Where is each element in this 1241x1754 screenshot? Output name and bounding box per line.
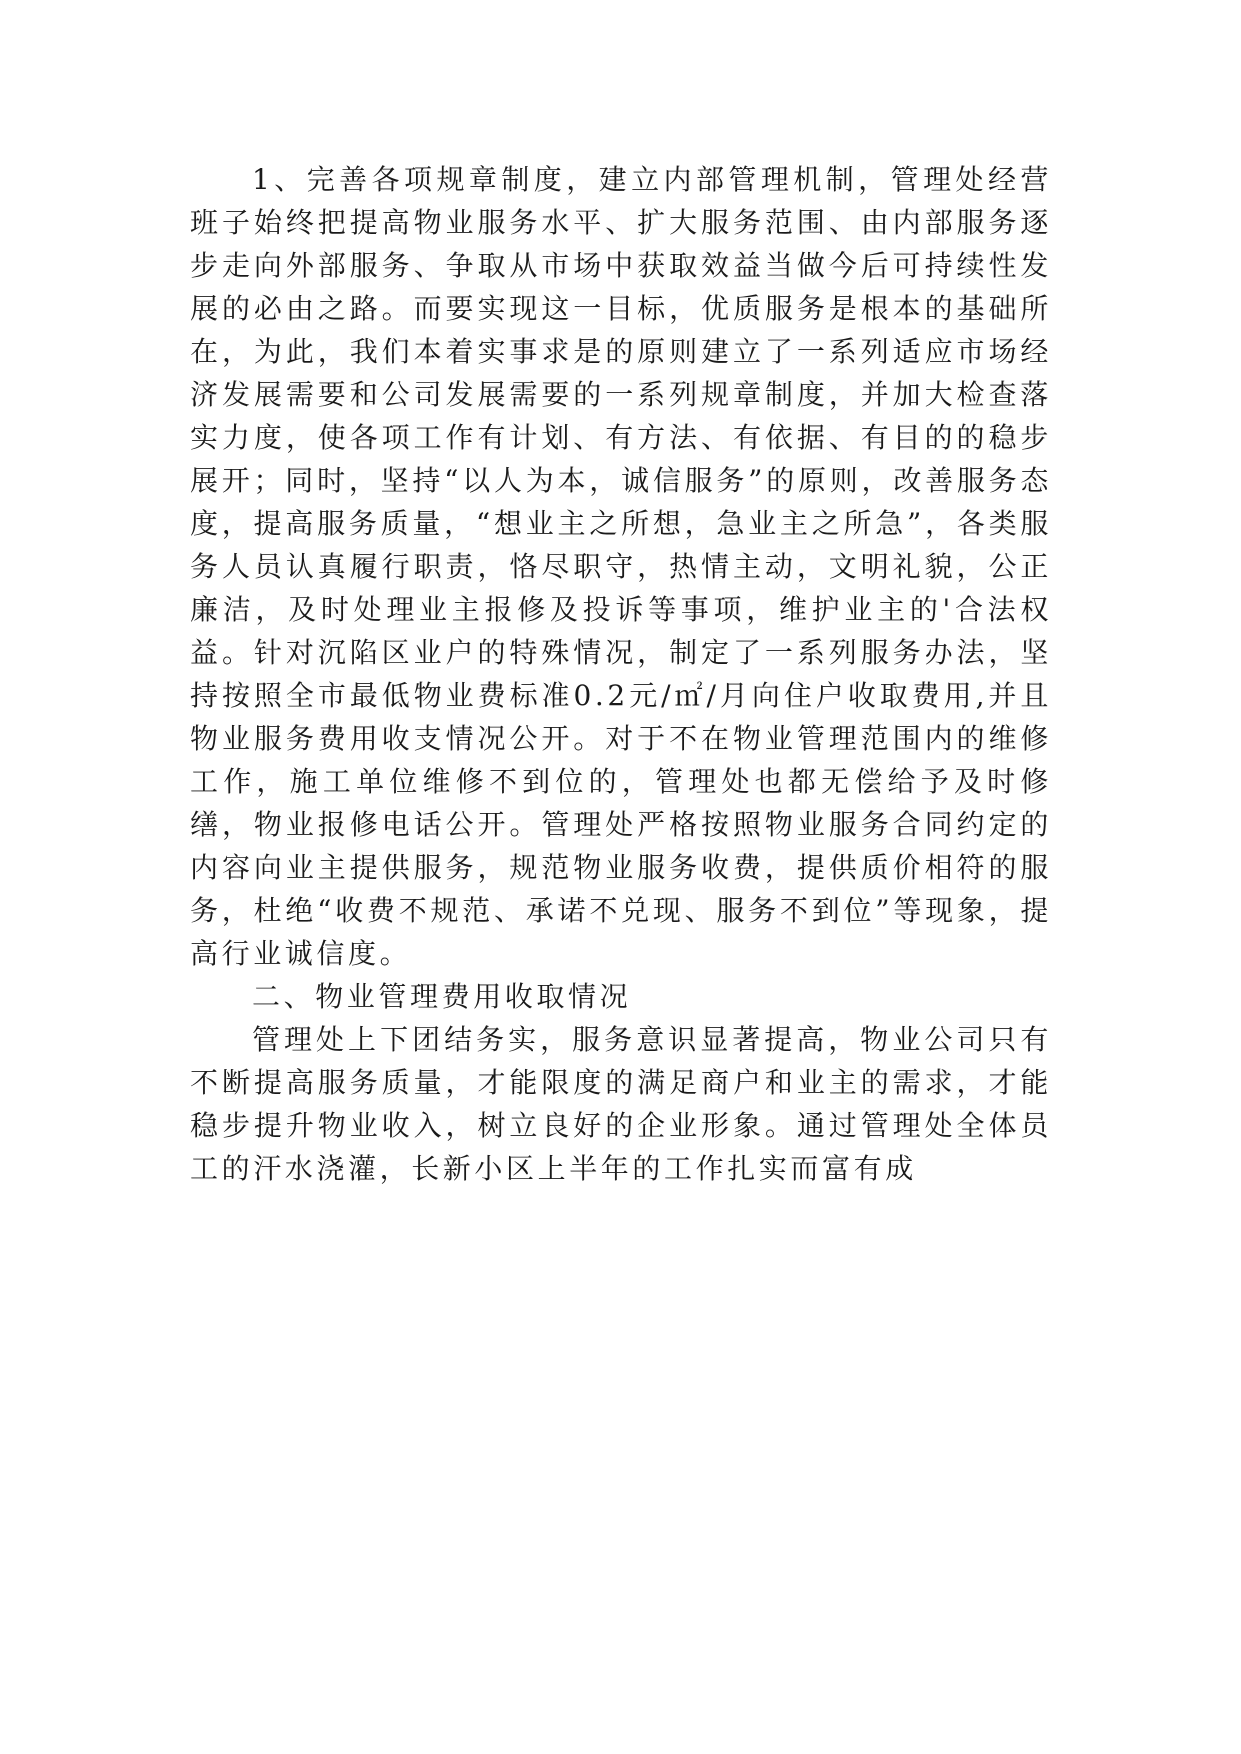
paragraph-management-system: 1、完善各项规章制度，建立内部管理机制，管理处经营班子始终把提高物业服务水平、扩大服务范围、由内部服务逐步走向外部服务、争取从市场中获取效益当做今后可持续性发展的必由之路。而要实现这一目标，优质服务是根本的基础所在，为此，我们本着实事求是的原则建立了一系列适应市场经济发展需要和公司发展需要的一系列规章制度，并加大检查落实力度，使各项工作有计划、有方法、有依据、有目的的稳步展开；同时，坚持“以人为本，诚信服务”的原则，改善服务态度，提高服务质量，“想业主之所想，急业主之所急”，各类服务人员认真履行职责，恪尽职守，热情主动，文明礼貌，公正廉洁，及时处理业主报修及投诉等事项，维护业主的'合法权益。针对沉陷区业户的特殊情况，制定了一系列服务办法，坚持按照全市最低物业费标准0.2元/㎡/月向住户收取费用,并且物业服务费用收支情况公开。对于不在物业管理范围内的维修工作，施工单位维修不到位的，管理处也都无偿给予及时修缮，物业报修电话公开。管理处严格按照物业服务合同约定的内容向业主提供服务，规范物业服务收费，提供质价相符的服务，杜绝“收费不规范、承诺不兑现、服务不到位”等现象，提高行业诚信度。	[190, 163, 1052, 970]
section-heading-fee-collection: 二、物业管理费用收取情况	[252, 980, 632, 1013]
paragraph-fee-collection: 管理处上下团结务实，服务意识显著提高，物业公司只有不断提高服务质量，才能限度的满足商户和业主的需求，才能稳步提升物业收入，树立良好的企业形象。通过管理处全体员工的汗水浇灌，长新小区上半年的工作扎实而富有成	[190, 1023, 1052, 1185]
document-body	[190, 158, 1052, 1190]
